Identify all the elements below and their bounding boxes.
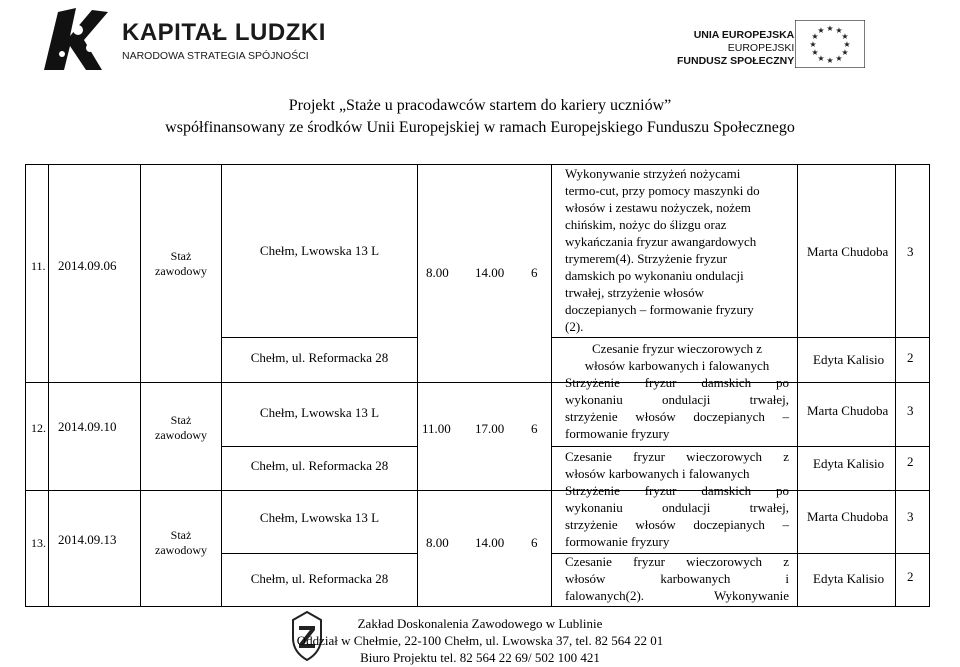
description-line: strzyżenie włosów doczepianych – [565,517,789,532]
row-time-start: 8.00 [426,265,449,280]
description-line: termo-cut, przy pomocy maszynki do [565,183,760,198]
row-type-line: zawodowy [155,543,207,557]
description-line: trymerem(4). Strzyżenie fryzur [565,251,728,266]
row-type-line: zawodowy [155,428,207,442]
row-date: 2014.09.06 [58,258,117,273]
description-line: formowanie fryzury [565,426,670,441]
description-line: włosów karbowanych i falowanych [565,466,750,481]
row-time-start: 8.00 [426,535,449,550]
row-trainer-hours: 3 [907,244,914,259]
row-description [565,553,789,604]
row-trainer: Marta Chudoba [807,509,889,524]
row-time-start: 11.00 [422,421,451,436]
row-description [565,448,789,482]
row-date: 2014.09.10 [58,419,117,434]
row-time-end: 14.00 [475,535,505,550]
row-number: 11. [31,259,46,273]
description-line: Strzyżenie fryzur damskich po [565,375,789,390]
description-line: włosów karbowanych i [565,571,789,586]
row-description [565,374,789,442]
svg-text:★: ★ [811,32,819,41]
description-line: trwałej, strzyżenie włosów [565,285,704,300]
row-location: Chełm, Lwowska 13 L [259,510,380,525]
row-trainer: Edyta Kalisio [813,352,885,367]
row-number: 12. [31,421,46,435]
svg-text:★: ★ [817,26,825,35]
description-line: wykonaniu ondulacji trwałej, [565,392,789,407]
row-type [141,249,221,279]
description-line: Wykonywanie strzyżeń nożycami [565,166,741,181]
row-location: Chełm, ul. Reformacka 28 [250,571,389,586]
description-line: wykonaniu ondulacji trwałej, [565,500,789,515]
svg-text:★: ★ [843,40,851,49]
row-trainer-hours: 2 [907,569,914,584]
row-type-line: Staż [170,528,192,542]
row-trainer: Marta Chudoba [807,244,889,259]
svg-text:★: ★ [826,24,834,33]
row-type-line: Staż [170,249,192,263]
row-hours: 6 [531,265,538,280]
row-type-line: Staż [170,413,192,427]
description-line: strzyżenie włosów doczepianych – [565,409,789,424]
description-line: formowanie fryzury [565,534,670,549]
kapital-ludzki-title: KAPITAŁ LUDZKI [122,19,326,46]
eu-line-1: UNIA EUROPEJSKA [693,29,795,41]
row-type [141,413,221,443]
eu-flag-icon [795,20,865,68]
svg-text:★: ★ [809,40,817,49]
svg-text:★: ★ [835,54,843,63]
row-description [565,340,789,374]
row-trainer-hours: 3 [907,403,914,418]
footer-line-1: Zakład Doskonalenia Zawodowego w Lublinie [357,616,603,631]
footer-line-3: Biuro Projektu tel. 82 564 22 69/ 502 100 421 [360,650,600,665]
row-trainer: Edyta Kalisio [813,571,885,586]
row-trainer-hours: 2 [907,454,914,469]
description-line: chińskim, nożyc do ślizgu oraz [565,217,727,232]
row-description [565,482,789,550]
description-line: doczepianych – formowanie fryzury [565,302,754,317]
svg-text:★: ★ [826,56,834,65]
row-location: Chełm, ul. Reformacka 28 [250,458,389,473]
description-line: Strzyżenie fryzur damskich po [565,483,789,498]
row-date: 2014.09.13 [58,532,117,547]
description-line: (2). [565,319,584,334]
row-trainer: Marta Chudoba [807,403,889,418]
svg-text:★: ★ [841,48,849,57]
row-type [141,528,221,558]
kapital-ludzki-subtitle: NARODOWA STRATEGIA SPÓJNOŚCI [122,50,309,62]
row-trainer: Edyta Kalisio [813,456,885,471]
svg-text:★: ★ [835,26,843,35]
row-number: 13. [31,536,46,550]
row-trainer-hours: 2 [907,350,914,365]
row-hours: 6 [531,421,538,436]
row-trainer-hours: 3 [907,509,914,524]
row-location: Chełm, Lwowska 13 L [259,405,380,420]
description-line: Czesanie fryzur wieczorowych z [565,554,789,569]
kapital-ludzki-logo-icon [40,6,112,74]
row-time-end: 17.00 [475,421,505,436]
row-location: Chełm, Lwowska 13 L [259,243,380,258]
row-location: Chełm, ul. Reformacka 28 [250,350,389,365]
description-line: włosów karbowanych i falowanych [584,358,770,373]
eu-line-3: FUNDUSZ SPOŁECZNY [677,55,795,67]
description-line: Czesanie fryzur wieczorowych z [592,341,762,356]
row-time-end: 14.00 [475,265,505,280]
description-line: falowanych(2). Wykonywanie [565,588,789,603]
svg-text:★: ★ [817,54,825,63]
project-title: Projekt „Staże u pracodawców startem do kariery uczniów” [288,97,672,114]
description-line: Czesanie fryzur wieczorowych z [565,449,789,464]
row-hours: 6 [531,535,538,550]
footer-line-2: Oddział w Chełmie, 22-100 Chełm, ul. Lwowska 37, tel. 82 564 22 01 [296,633,664,648]
eu-logo-text [677,29,794,68]
description-line: damskich po wykonaniu ondulacji [565,268,744,283]
eu-line-2: EUROPEJSKI [727,42,795,54]
project-subtitle: współfinansowany ze środków Unii Europejskiej w ramach Europejskiego Funduszu Społecznego [165,119,795,136]
svg-text:★: ★ [811,48,819,57]
row-type-line: zawodowy [155,264,207,278]
description-line: włosów i zestawu nożyczek, nożem [565,200,751,215]
row-description [565,165,789,335]
svg-text:★: ★ [841,32,849,41]
description-line: wykańczania fryzur awangardowych [565,234,757,249]
